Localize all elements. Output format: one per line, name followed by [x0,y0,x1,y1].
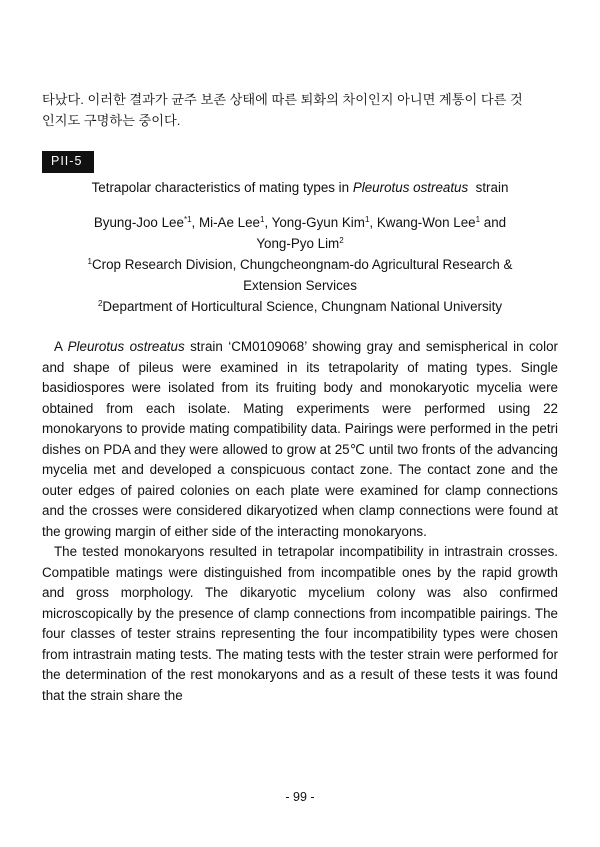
affiliation-1 [42,254,558,275]
korean-line-2: 인지도 구명하는 중이다. [42,113,181,128]
author-superscript: 1 [364,215,370,224]
abstract-paragraph-1 [42,337,558,542]
author-superscript: *1 [183,215,192,224]
author-conjunction: and [480,215,507,230]
author-superscript: 2 [339,236,344,245]
affiliation-1-cont: Extension Services [243,278,357,293]
author-name: Byung-Joo Lee [93,215,184,230]
author-name: , Mi-Ae Lee [191,215,260,230]
affiliation-text: Crop Research Division, Chungcheongnam-do Agricultural Research & [91,257,513,272]
section-label: PII-5 [42,151,94,173]
abstract-body [42,337,558,706]
title-text: Tetrapolar characteristics of mating types in [91,180,353,195]
authors-block [42,212,558,317]
paragraph-lead: A [54,339,68,354]
author-superscript: 1 [260,215,265,224]
title-suffix: strain [468,180,509,195]
affiliation-superscript: 2 [97,299,103,308]
author-line-1 [42,212,558,233]
paragraph-text: strain ‘CM0109068’ showing gray and semispherical in color and shape of pileus were examined in its tetrapolarity of mating types. Single basidiospores were isolated from its fruiting body and monokaryotic mycelia were obtained from each isolate. Mating experiments were performed using 22 monokaryons to provide mating compatibility data. Pairings were performed in the petri dishes on PDA and they were allowed to grow at 25℃ until two fronts of the advancing mycelia met and developed a conspicuous contact zone. The contact zone and the outer edges of paired colonies on each plate were examined for clamp connections and the crosses were considered dikaryotized when clamp connections were found at the growing margin of either side of the interacting monokaryons. [42,339,558,539]
author-name: , Yong-Gyun Kim [264,215,365,230]
page-number: - 99 - [285,790,315,804]
korean-paragraph [42,89,558,131]
author-line-2 [42,233,558,254]
paper-title [42,180,558,195]
species-name: Pleurotus ostreatus [67,339,185,354]
abstract-paragraph-2: The tested monokaryons resulted in tetrapolar incompatibility in intrastrain crosses. Compatible matings were distinguished from incompatible ones by the rapid growth and gross morphology. The dikaryotic mycelium colony was also confirmed microscopically by the presence of clamp connections from incompatible pairings. The four classes of tester strains representing the four incompatibility types were chosen from intrastrain mating tests. The mating tests with the tester strain were performed for the determination of the rest monokaryons and as a result of these tests it was found that the strain share the [42,544,558,703]
author-name: , Kwang-Won Lee [369,215,476,230]
korean-line-1: 타났다. 이러한 결과가 균주 보존 상태에 따른 퇴화의 차이인지 아니면 계통이 다른 것 [42,92,523,107]
title-species: Pleurotus ostreatus [352,180,469,195]
author-name: Yong-Pyo Lim [256,236,340,251]
affiliation-text: Department of Horticultural Science, Chungnam National University [102,299,503,314]
affiliation-superscript: 1 [87,257,92,266]
author-superscript: 1 [475,215,481,224]
affiliation-2 [42,296,558,317]
